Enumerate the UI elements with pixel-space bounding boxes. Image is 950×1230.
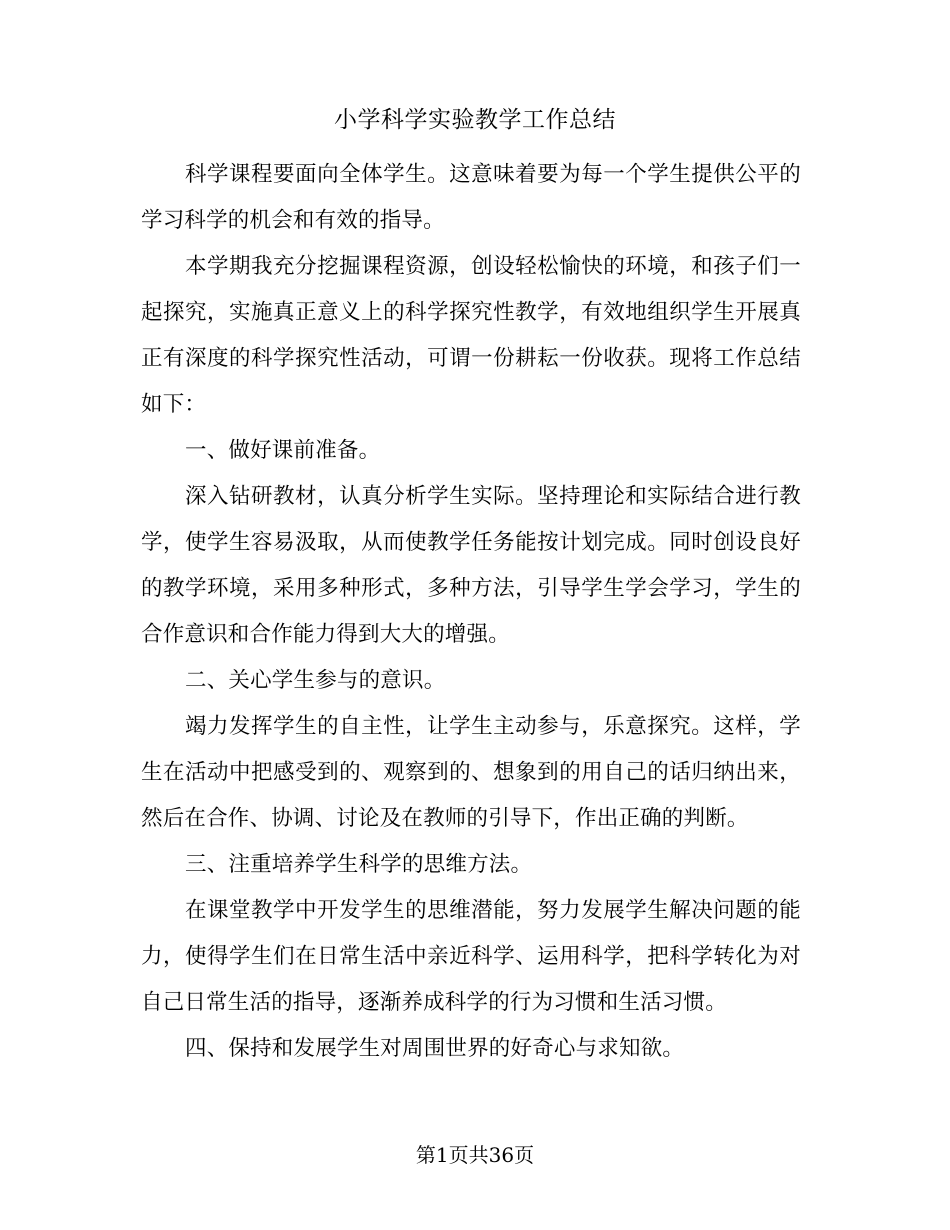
paragraph-section-3: 在课堂教学中开发学生的思维潜能，努力发展学生解决问题的能力，使得学生们在日常生活中亲近科学、运用科学，把科学转化为对自己日常生活的指导，逐渐养成科学的行为习惯和生活习惯。 [141,898,801,1015]
section-heading-4: 四、保持和发展学生对周围世界的好奇心与求知欲。 [185,1036,685,1061]
section-heading-1: 一、做好课前准备。 [185,438,381,463]
paragraph-intro: 科学课程要面向全体学生。这意味着要为每一个学生提供公平的学习科学的机会和有效的指导。 [141,162,801,233]
document-body [141,152,801,1072]
paragraph-section-1: 深入钻研教材，认真分析学生实际。坚持理论和实际结合进行教学，使学生容易汲取，从而使教学任务能按计划完成。同时创设良好的教学环境，采用多种形式，多种方法，引导学生学会学习，学生的合作意识和合作能力得到大大的增强。 [141,484,801,647]
page-footer: 第1页共36页 [415,1143,535,1167]
section-heading-3: 三、注重培养学生科学的思维方法。 [185,852,533,877]
section-heading-2: 二、关心学生参与的意识。 [185,668,446,693]
paragraph-overview: 本学期我充分挖掘课程资源，创设轻松愉快的环境，和孩子们一起探究，实施真正意义上的科学探究性教学，有效地组织学生开展真正有深度的科学探究性活动，可谓一份耕耘一份收获。现将工作总结如下： [141,254,801,417]
document-title: 小学科学实验教学工作总结 [334,107,616,133]
paragraph-section-2: 竭力发挥学生的自主性，让学生主动参与，乐意探究。这样，学生在活动中把感受到的、观察到的、想象到的用自己的话归纳出来，然后在合作、协调、讨论及在教师的引导下，作出正确的判断。 [141,714,801,831]
